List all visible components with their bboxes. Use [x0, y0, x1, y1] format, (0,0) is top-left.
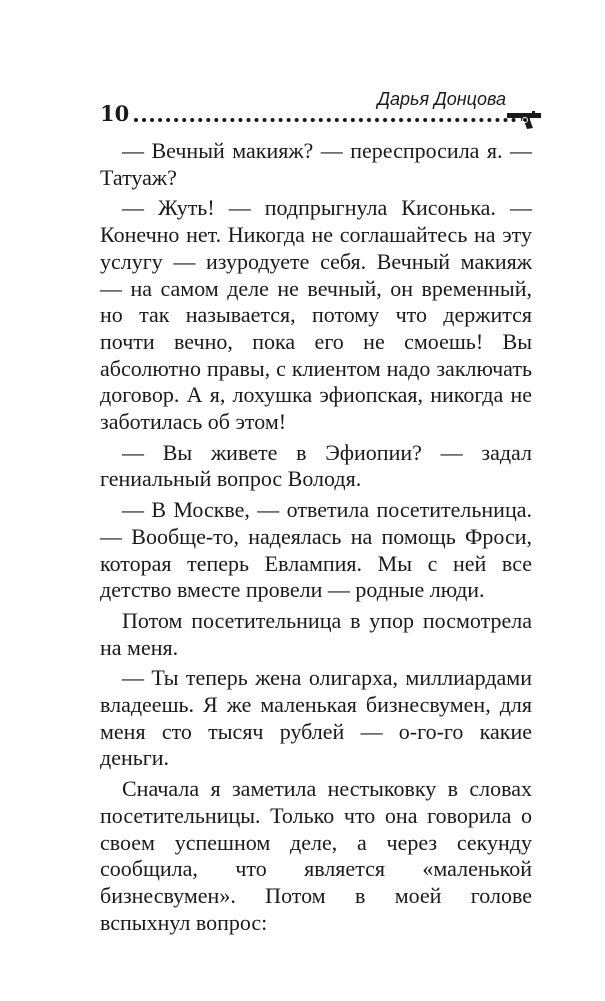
paragraph: — Жуть! — подпрыгнула Кисонька. — Конечно нет. Никогда не соглашайтесь на эту услугу — изуродуете себя. Вечный макияж — на самом деле не вечный, он временный, но так называется, потому что держится почти вечно, пока его не смоешь! Вы абсолютно правы, с клиентом надо заключать договор. А я, лохушка эфиопская, никогда не заботилась об этом!	[100, 195, 532, 435]
page-number: 10	[100, 101, 130, 126]
paragraph: — Вы живете в Эфиопии? — задал гениальный вопрос Володя.	[100, 439, 532, 492]
paragraph: Потом посетительница в упор посмотрела на меня.	[100, 607, 532, 660]
paragraph: — Вечный макияж? — переспросила я. — Татуаж?	[100, 138, 532, 190]
running-header	[100, 88, 540, 128]
body-text	[100, 138, 532, 940]
revolver-icon	[506, 110, 542, 130]
paragraph: — Ты теперь жена олигарха, миллиардами владеешь. Я же маленькая бизнесвумен, для меня сто тысяч рублей — о-го-го какие деньги.	[100, 665, 532, 771]
dotted-leader	[134, 118, 516, 122]
paragraph: — В Москве, — ответила посетительница. — Вообще-то, надеялась на помощь Фроси, которая теперь Евлампия. Мы с ней все детство вместе провели — родные люди.	[100, 497, 532, 603]
author-name: Дарья Донцова	[377, 89, 506, 109]
paragraph: Сначала я заметила нестыковку в словах посетительницы. Только что она говорила о своем успешном деле, а через секунду сообщила, что является «маленькой бизнесвумен». Потом в моей голове вспыхнул вопрос:	[100, 776, 532, 935]
